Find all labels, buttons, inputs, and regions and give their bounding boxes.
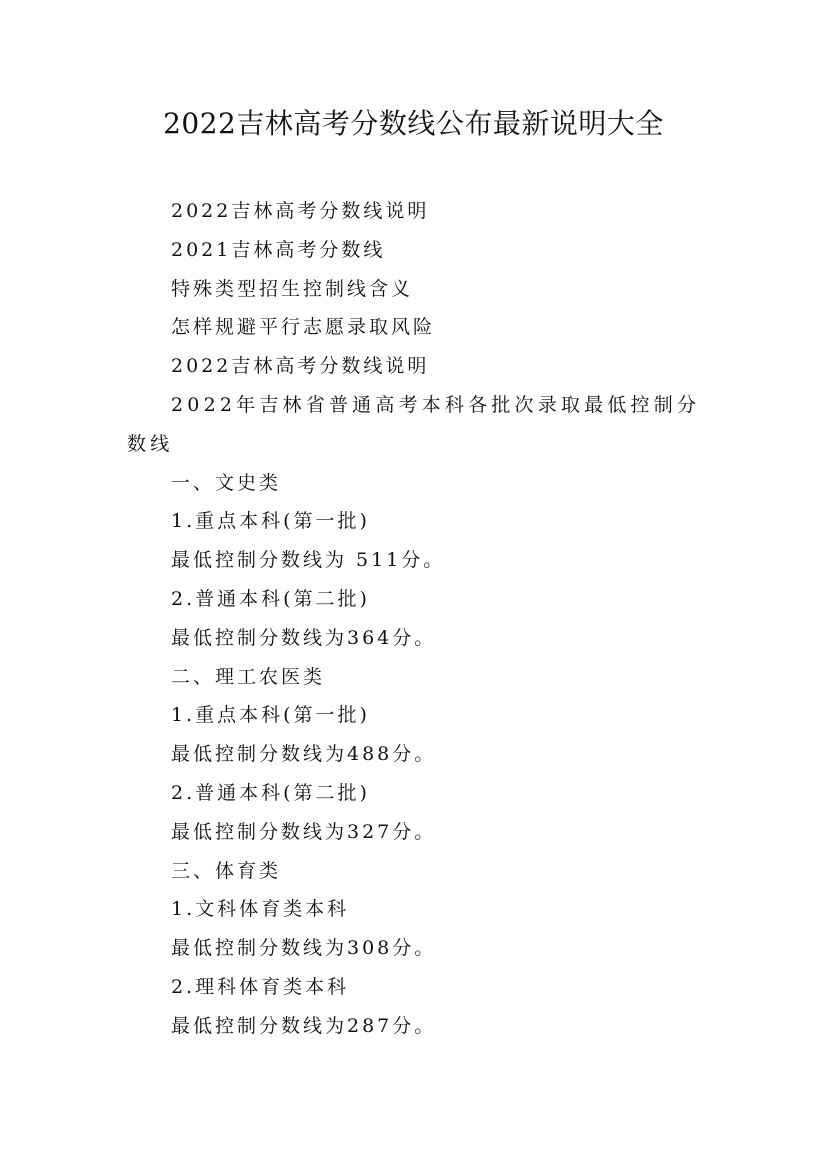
- score-line-liberal-second: 最低控制分数线为364分。: [171, 626, 437, 649]
- batch-label-science-second: 2.普通本科(第二批): [171, 781, 370, 804]
- score-line-liberal-first: 最低控制分数线为 511分。: [171, 549, 446, 572]
- batch-label-science-first: 1.重点本科(第一批): [171, 704, 370, 727]
- toc-item-special-admission: 特殊类型招生控制线含义: [171, 277, 414, 300]
- batch-label-sports-science: 2.理科体育类本科: [171, 975, 350, 998]
- score-line-sports-liberal: 最低控制分数线为308分。: [171, 937, 437, 960]
- batch-label-sports-liberal: 1.文科体育类本科: [171, 898, 350, 921]
- document-title: 2022吉林高考分数线公布最新说明大全: [163, 107, 664, 140]
- score-line-sports-science: 最低控制分数线为287分。: [171, 1014, 437, 1037]
- batch-label-liberal-second: 2.普通本科(第二批): [171, 587, 370, 610]
- toc-item-2021-scores: 2021吉林高考分数线: [171, 238, 386, 261]
- toc-item-avoid-risk: 怎样规避平行志愿录取风险: [171, 316, 436, 339]
- category-heading-sports: 三、体育类: [171, 859, 282, 882]
- paragraph-batch-minimum-scores: 2022年吉林省普通高考本科各批次录取最低控制分数线: [127, 393, 701, 455]
- section-heading-2022-explanation: 2022吉林高考分数线说明: [171, 355, 430, 378]
- document-body: [127, 192, 707, 1046]
- score-line-science-second: 最低控制分数线为327分。: [171, 820, 437, 843]
- category-heading-liberal-arts: 一、文史类: [171, 471, 282, 494]
- category-heading-science: 二、理工农医类: [171, 665, 326, 688]
- score-line-science-first: 最低控制分数线为488分。: [171, 743, 437, 766]
- batch-label-liberal-first: 1.重点本科(第一批): [171, 510, 370, 533]
- toc-item-2022-explanation: 2022吉林高考分数线说明: [171, 200, 430, 222]
